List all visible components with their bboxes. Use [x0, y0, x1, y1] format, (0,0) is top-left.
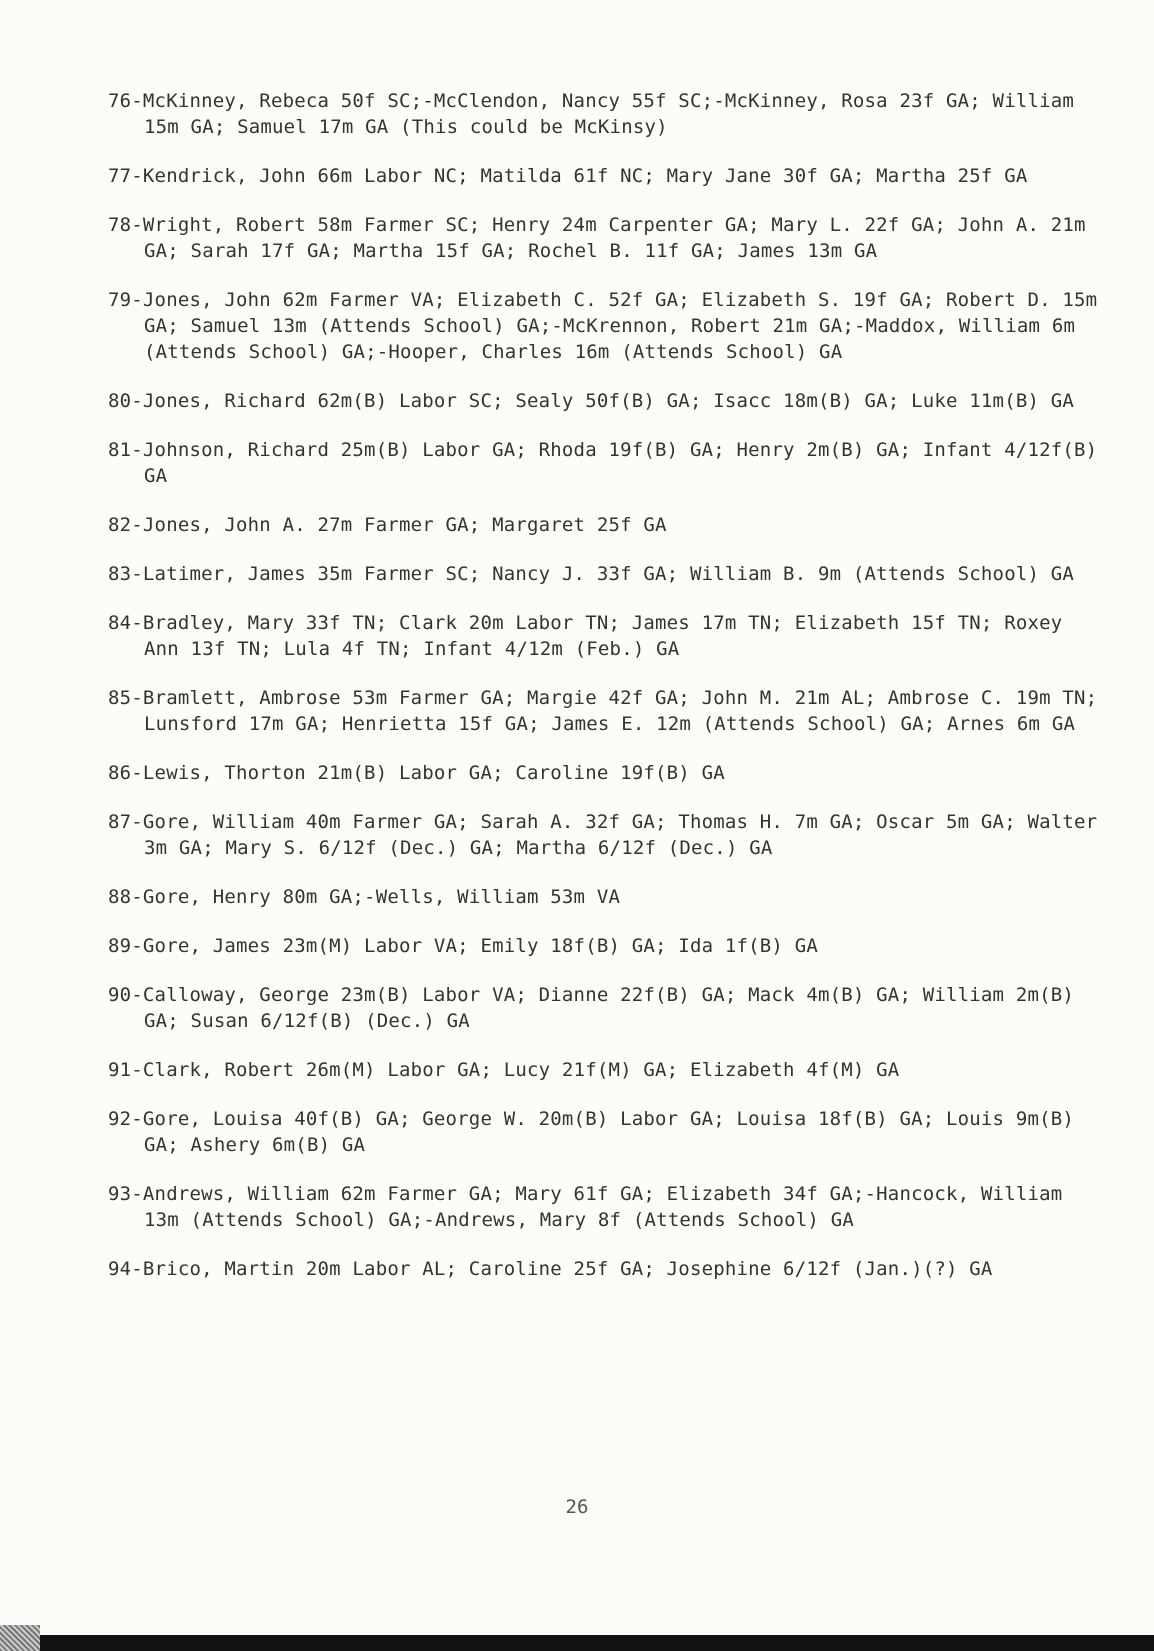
census-entry: 77-Kendrick, John 66m Labor NC; Matilda 61f NC; Mary Jane 30f GA; Martha 25f GA — [108, 165, 1028, 187]
census-entry: 81-Johnson, Richard 25m(B) Labor GA; Rhoda 19f(B) GA; Henry 2m(B) GA; Infant 4/12f(B) GA — [108, 439, 1098, 487]
census-entry: 83-Latimer, James 35m Farmer SC; Nancy J. 33f GA; William B. 9m (Attends School) GA — [108, 563, 1075, 585]
page-number: 26 — [565, 1496, 589, 1518]
census-entry: 86-Lewis, Thorton 21m(B) Labor GA; Caroline 19f(B) GA — [108, 762, 725, 784]
census-entry: 84-Bradley, Mary 33f TN; Clark 20m Labor TN; James 17m TN; Elizabeth 15f TN; Roxey Ann 13f TN; Lula 4f TN; Infant 4/12m (Feb.) GA — [108, 612, 1063, 660]
census-entry-list — [108, 88, 1098, 1305]
census-entry: 76-McKinney, Rebeca 50f SC;-McClendon, Nancy 55f SC;-McKinney, Rosa 23f GA; William 15m GA; Samuel 17m GA (This could be McKinsy) — [108, 90, 1075, 138]
census-entry: 88-Gore, Henry 80m GA;-Wells, William 53m VA — [108, 886, 621, 908]
scan-corner-artifact — [0, 1625, 40, 1651]
census-entry: 87-Gore, William 40m Farmer GA; Sarah A. 32f GA; Thomas H. 7m GA; Oscar 5m GA; Walter 3m GA; Mary S. 6/12f (Dec.) GA; Martha 6/12f (Dec.) GA — [108, 811, 1098, 859]
census-entry: 91-Clark, Robert 26m(M) Labor GA; Lucy 21f(M) GA; Elizabeth 4f(M) GA — [108, 1059, 900, 1081]
census-entry: 93-Andrews, William 62m Farmer GA; Mary 61f GA; Elizabeth 34f GA;-Hancock, William 13m (Attends School) GA;-Andrews, Mary 8f (Attends School) GA — [108, 1183, 1063, 1231]
census-entry: 92-Gore, Louisa 40f(B) GA; George W. 20m(B) Labor GA; Louisa 18f(B) GA; Louis 9m(B) GA; Ashery 6m(B) GA — [108, 1108, 1075, 1156]
census-entry: 85-Bramlett, Ambrose 53m Farmer GA; Margie 42f GA; John M. 21m AL; Ambrose C. 19m TN; Lunsford 17m GA; Henrietta 15f GA; James E. 12m (Attends School) GA; Arnes 6m GA — [108, 687, 1098, 735]
census-entry: 80-Jones, Richard 62m(B) Labor SC; Sealy 50f(B) GA; Isacc 18m(B) GA; Luke 11m(B) GA — [108, 390, 1075, 412]
census-entry: 82-Jones, John A. 27m Farmer GA; Margaret 25f GA — [108, 514, 667, 536]
census-entry: 90-Calloway, George 23m(B) Labor VA; Dianne 22f(B) GA; Mack 4m(B) GA; William 2m(B) GA; Susan 6/12f(B) (Dec.) GA — [108, 984, 1075, 1032]
census-entry: 79-Jones, John 62m Farmer VA; Elizabeth C. 52f GA; Elizabeth S. 19f GA; Robert D. 15m GA; Samuel 13m (Attends School) GA;-McKrennon, Robert 21m GA;-Maddox, William 6m (Attends School) GA;-Hooper, Charles 16m (Attends School) GA — [108, 289, 1098, 363]
census-entry: 94-Brico, Martin 20m Labor AL; Caroline 25f GA; Josephine 6/12f (Jan.)(?) GA — [108, 1258, 993, 1280]
census-entry: 89-Gore, James 23m(M) Labor VA; Emily 18f(B) GA; Ida 1f(B) GA — [108, 935, 818, 957]
scan-border — [0, 1635, 1154, 1651]
census-entry: 78-Wright, Robert 58m Farmer SC; Henry 24m Carpenter GA; Mary L. 22f GA; John A. 21m GA; Sarah 17f GA; Martha 15f GA; Rochel B. 11f GA; James 13m GA — [108, 214, 1086, 262]
